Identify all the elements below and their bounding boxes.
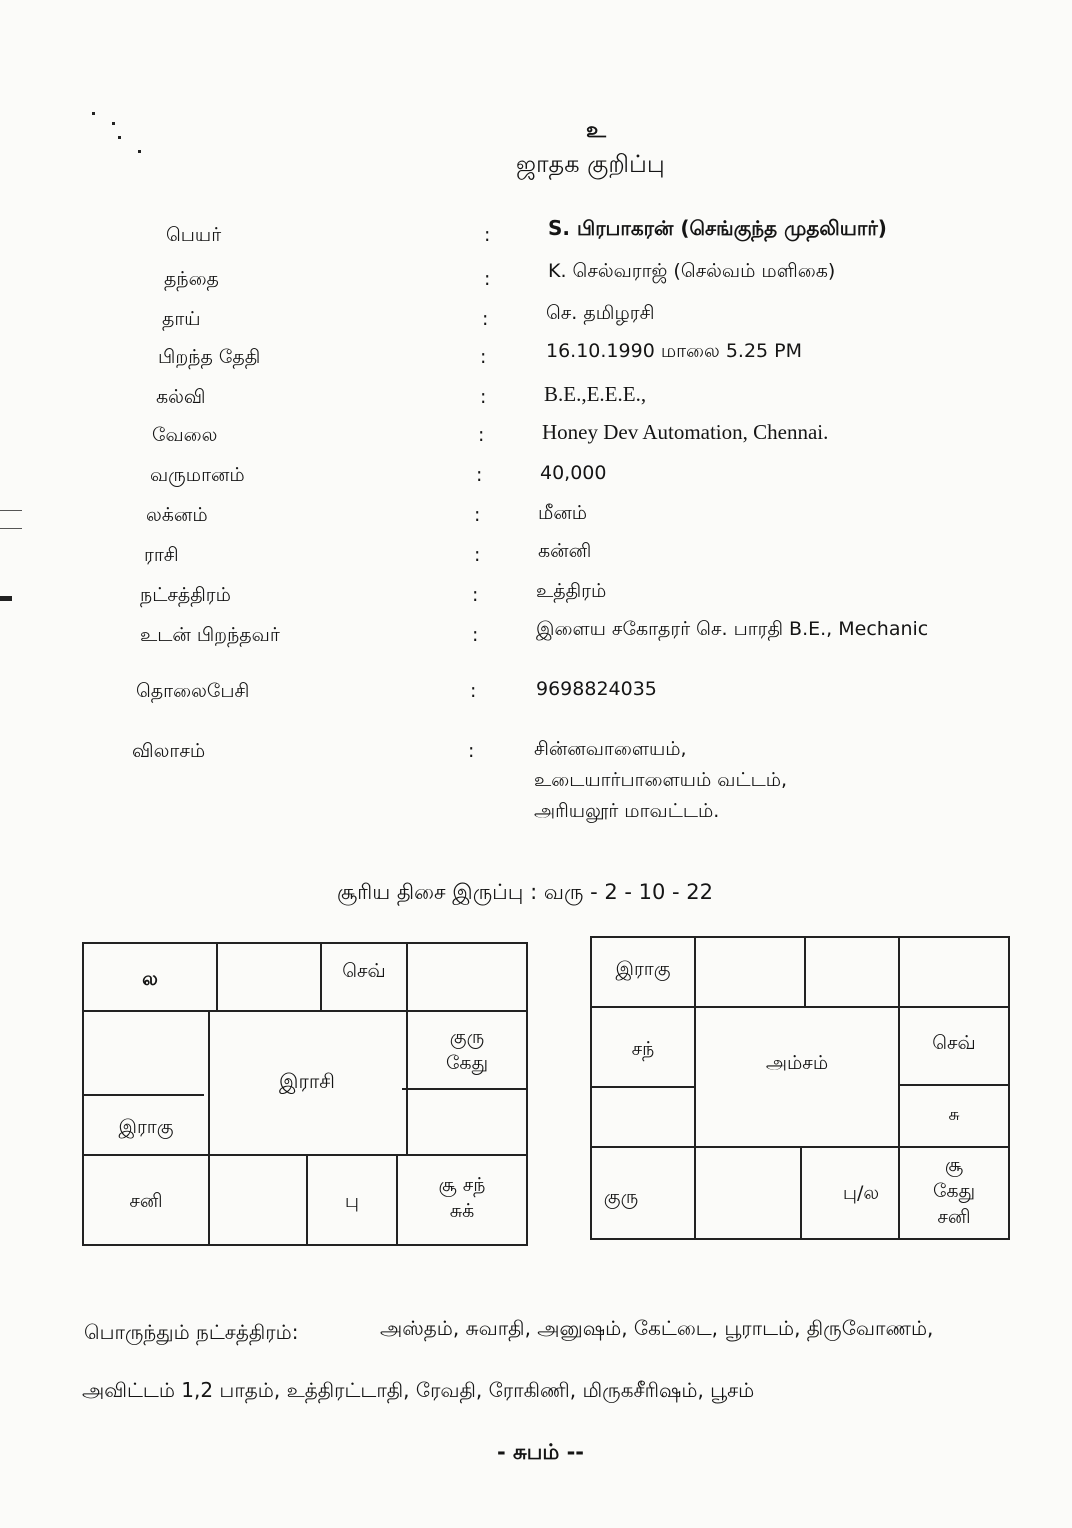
grid-line <box>402 1088 526 1090</box>
amsam-cell-6: செவ் <box>932 1032 976 1054</box>
field-colon: : <box>478 424 485 446</box>
scan-edge-mark <box>0 596 12 601</box>
field-label: தாய் <box>162 308 201 330</box>
scan-edge-line <box>0 528 22 529</box>
field-label: தொலைபேசி <box>136 680 250 702</box>
field-colon: : <box>476 464 483 486</box>
field-value: S. பிரபாகரன் (செங்குந்த முதலியார்) <box>548 216 887 240</box>
address-line: சின்னவாளையம், <box>534 738 687 760</box>
field-colon: : <box>472 584 479 606</box>
rasi-cell-1: ல <box>142 968 158 990</box>
amsam-cell-5: சந் <box>631 1038 655 1060</box>
field-label: லக்னம் <box>146 504 208 526</box>
dasa-balance: சூரிய திசை இருப்பு : வரு - 2 - 10 - 22 <box>337 880 713 904</box>
grid-line <box>694 938 696 1238</box>
field-label: நட்சத்திரம் <box>140 584 231 606</box>
matching-stars-line2: அவிட்டம் 1,2 பாதம், உத்திரட்டாதி, ரேவதி, ரோகிணி, மிருகசீரிஷம், பூசம் <box>82 1378 755 1402</box>
grid-line <box>592 1086 694 1088</box>
amsam-center-label: அம்சம் <box>765 1052 829 1074</box>
field-value: 9698824035 <box>536 678 657 700</box>
grid-line <box>804 938 806 1006</box>
field-value: செ. தமிழரசி <box>546 302 655 324</box>
field-colon: : <box>470 680 477 702</box>
footer-subam: - சுபம் -- <box>497 1440 584 1464</box>
field-label: கல்வி <box>156 386 206 408</box>
field-label: உடன் பிறந்தவர் <box>140 624 280 646</box>
field-value: 40,000 <box>540 462 607 484</box>
field-label: வருமானம் <box>150 464 245 486</box>
field-colon: : <box>472 624 479 646</box>
rasi-chart <box>82 942 528 1246</box>
amsam-cell-9: குரு <box>603 1186 639 1208</box>
grid-line <box>898 1084 1008 1086</box>
field-value: உத்திரம் <box>536 580 607 602</box>
field-colon: : <box>484 224 491 246</box>
field-value: 16.10.1990 மாலை 5.25 PM <box>546 340 803 362</box>
rasi-cell-11: பு <box>344 1190 360 1212</box>
rasi-center-label: இராசி <box>279 1069 335 1093</box>
field-value: K. செல்வராஜ் (செல்வம் மளிகை) <box>548 260 836 282</box>
grid-line <box>84 1094 204 1096</box>
grid-line <box>84 1010 526 1012</box>
field-label: விலாசம் <box>132 740 206 762</box>
address-line: அரியலூர் மாவட்டம். <box>534 800 720 822</box>
matching-stars-label: பொருந்தும் நட்சத்திரம்: <box>84 1320 299 1344</box>
scan-edge-line <box>0 510 22 511</box>
page-title: ஜாதக குறிப்பு <box>516 150 665 178</box>
scan-dot <box>92 112 95 115</box>
scan-dot <box>138 150 141 153</box>
scan-dot <box>112 122 115 125</box>
header-symbol: உ <box>586 118 606 143</box>
grid-line <box>84 1154 526 1156</box>
amsam-cell-12: சூ கேது சனி <box>932 1154 976 1228</box>
grid-line <box>216 944 218 1010</box>
field-colon: : <box>474 504 481 526</box>
amsam-cell-11: பு/ல <box>842 1182 880 1204</box>
field-label: பெயர் <box>166 224 222 246</box>
scan-dot <box>118 136 121 139</box>
grid-line <box>592 1006 1008 1008</box>
field-value: Honey Dev Automation, Chennai. <box>542 420 829 444</box>
field-value: இளைய சகோதரர் செ. பாரதி B.E., Mechanic <box>536 618 929 640</box>
rasi-cell-12: சூ சந் சுக் <box>438 1174 486 1222</box>
rasi-cell-7: இராகு <box>118 1116 174 1138</box>
field-colon: : <box>480 346 487 368</box>
field-value: மீனம் <box>538 502 588 524</box>
field-value: B.E.,E.E.E., <box>544 382 647 406</box>
field-value: கன்னி <box>538 540 592 562</box>
rasi-cell-3: செவ் <box>342 960 386 982</box>
rasi-cell-9: சனி <box>129 1190 163 1212</box>
field-label: தந்தை <box>164 268 219 290</box>
rasi-cell-6: குரு கேது <box>445 1026 489 1074</box>
field-colon: : <box>480 386 487 408</box>
field-colon: : <box>468 740 475 762</box>
field-label: வேலை <box>152 424 218 446</box>
amsam-cell-8: சு <box>948 1105 960 1125</box>
amsam-chart <box>590 936 1010 1240</box>
field-label: பிறந்த தேதி <box>158 346 261 368</box>
field-colon: : <box>484 268 491 290</box>
field-colon: : <box>482 308 489 330</box>
amsam-cell-1: இராகு <box>615 958 671 980</box>
field-colon: : <box>474 544 481 566</box>
address-line: உடையார்பாளையம் வட்டம், <box>534 769 788 791</box>
field-label: ராசி <box>144 544 179 566</box>
matching-stars-line1: அஸ்தம், சுவாதி, அனுஷம், கேட்டை, பூராடம், திருவோணம், <box>380 1316 934 1340</box>
grid-line <box>208 1010 210 1244</box>
address-lines <box>534 734 787 827</box>
